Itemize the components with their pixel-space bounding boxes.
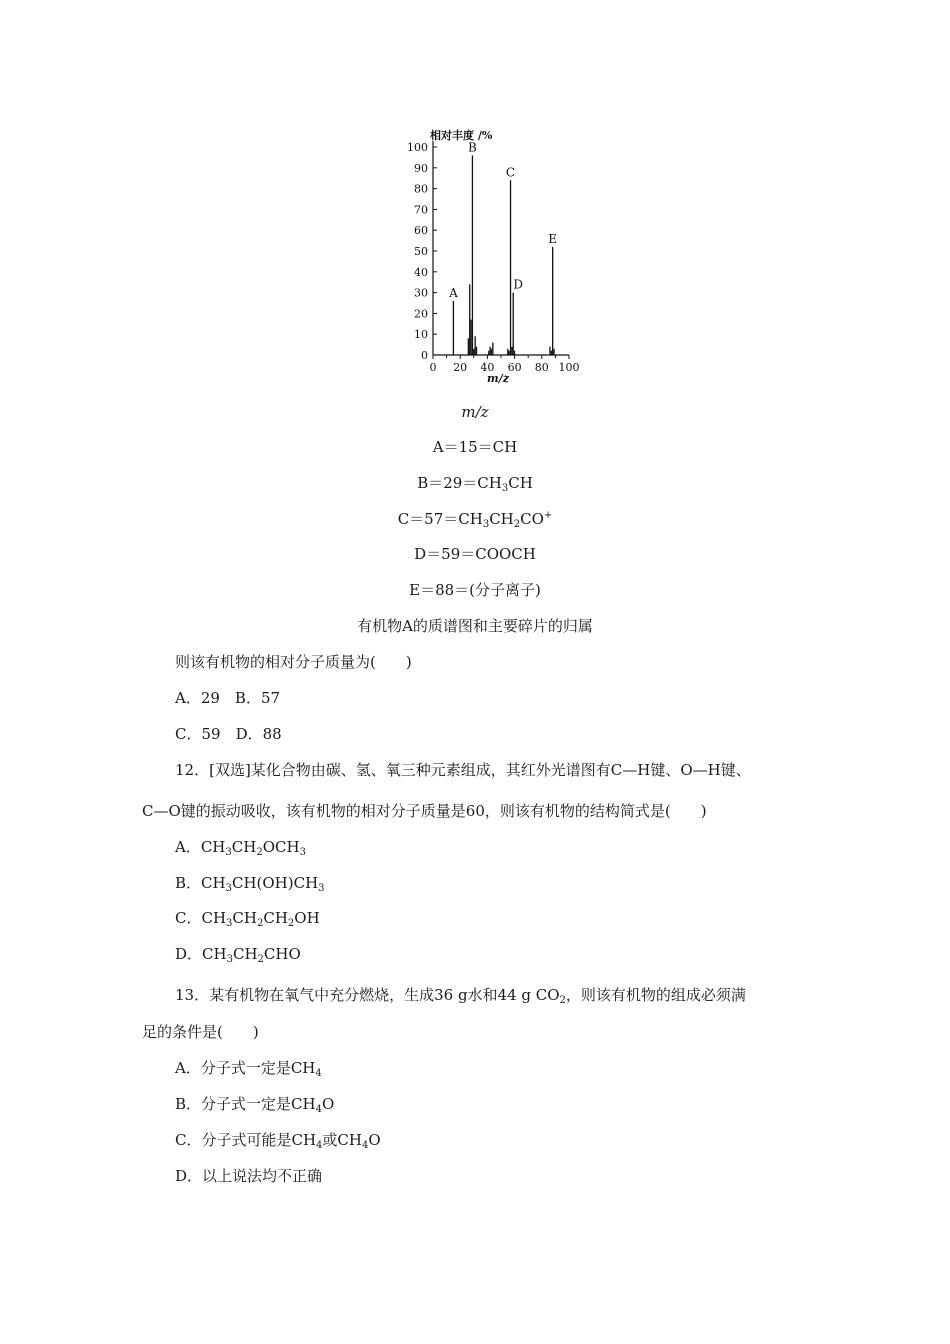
y-tick-label: 20 bbox=[414, 307, 428, 321]
x-tick-label: 20 bbox=[453, 361, 468, 374]
y-axis-label: 相对丰度 /% bbox=[430, 129, 493, 142]
x-tick-label: 40 bbox=[480, 361, 495, 374]
assignment-a: A＝15＝CH bbox=[432, 438, 518, 456]
peak-label: E bbox=[548, 231, 558, 246]
figure-caption: 有机物A的质谱图和主要碎片的归属 bbox=[357, 617, 593, 635]
y-tick-label: 100 bbox=[407, 141, 428, 154]
x-tick-label: 100 bbox=[558, 361, 580, 374]
q13-line1: 13．某有机物在氧气中充分燃烧，生成36 g水和44 g $CO_2$，则该有机物的组成必须满 bbox=[175, 986, 746, 1006]
assignment-c: $C=57=CH_3CH_2CO^+$ bbox=[397, 510, 553, 530]
q11-stem: 则该有机物的相对分子质量为( ) bbox=[175, 653, 412, 671]
q13-option-b: B．分子式一定是$CH_4O$ bbox=[175, 1095, 335, 1115]
y-tick-label: 70 bbox=[414, 203, 428, 217]
assignment-d: D＝59＝COOCH bbox=[414, 545, 536, 563]
y-tick-label: 50 bbox=[414, 245, 428, 258]
y-tick-label: 10 bbox=[414, 328, 428, 342]
y-tick-label: 40 bbox=[414, 265, 428, 279]
mass-spectrum-chart bbox=[398, 125, 598, 385]
q12-option-c: C．$CH_3CH_2CH_2OH$ bbox=[175, 909, 320, 929]
peak-label: C bbox=[505, 165, 516, 180]
y-tick-label: 80 bbox=[414, 182, 428, 196]
q11-options-cd: C．59 D．88 bbox=[175, 725, 282, 743]
peak-label: D bbox=[513, 277, 524, 292]
peaks bbox=[448, 140, 557, 355]
peak-label: A bbox=[449, 285, 458, 300]
mz-label: m/z bbox=[461, 403, 489, 421]
q12-option-d: D．$CH_3CH_2CHO$ bbox=[175, 945, 301, 965]
q13-option-c: C．分子式可能是$CH_4$或$CH_4O$ bbox=[175, 1131, 381, 1151]
q11-options-ab: A．29 B．57 bbox=[175, 689, 281, 707]
y-tick-label: 90 bbox=[414, 161, 428, 175]
x-tick-label: 0 bbox=[429, 361, 437, 374]
assignment-e: E＝88＝(分子离子) bbox=[409, 581, 541, 599]
q12-line2: C—O键的振动吸收，该有机物的相对分子质量是60，则该有机物的结构简式是( ) bbox=[142, 802, 707, 820]
q13-line2: 足的条件是( ) bbox=[142, 1023, 259, 1041]
q13-option-d: D．以上说法均不正确 bbox=[175, 1167, 323, 1185]
q12-line1: 12．[双选]某化合物由碳、氢、氧三种元素组成，其红外光谱图有C—H键、O—H键、 bbox=[175, 761, 751, 779]
q12-option-a: A．$CH_3CH_2OCH_3$ bbox=[175, 838, 306, 858]
x-tick-label: 80 bbox=[534, 361, 549, 374]
x-tick-label: 60 bbox=[507, 361, 522, 374]
assignment-b: $B=29=CH_3CH$ bbox=[417, 474, 533, 494]
q13-option-a: A．分子式一定是$CH_4$ bbox=[175, 1059, 322, 1079]
x-axis-label: m/z bbox=[487, 372, 509, 385]
q12-option-b: B．$CH_3CH(OH)CH_3$ bbox=[175, 874, 325, 894]
y-tick-label: 0 bbox=[421, 349, 428, 362]
peak-label: B bbox=[468, 140, 477, 155]
y-tick-label: 30 bbox=[414, 286, 428, 300]
y-tick-label: 60 bbox=[414, 224, 428, 238]
